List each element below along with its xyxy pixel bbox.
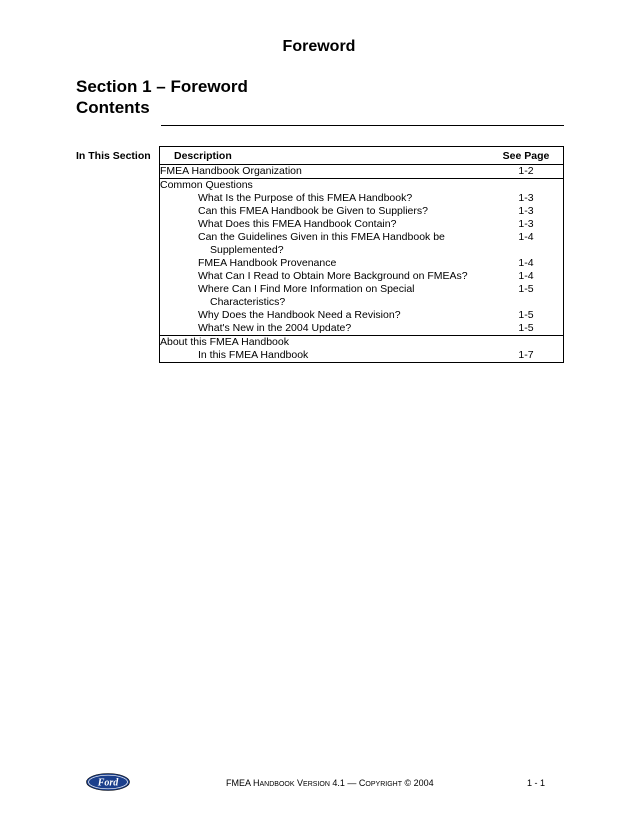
section-divider — [161, 125, 564, 126]
footer-text-part: OPYRIGHT — [365, 781, 402, 788]
page-header: Foreword — [282, 38, 356, 55]
toc-page — [489, 336, 564, 350]
footer-text-part: FMEA H — [226, 778, 260, 788]
toc-entry[interactable]: In this FMEA Handbook — [198, 349, 309, 361]
toc-entry-line1: Where Can I Find More Information on Special — [198, 283, 415, 295]
description-column-header: Description — [160, 147, 490, 165]
toc-page: 1-2 — [489, 165, 564, 179]
toc-entry[interactable]: What Can I Read to Obtain More Background on FMEAs? — [198, 270, 468, 282]
toc-page: 1-3 — [518, 205, 534, 217]
toc-entry[interactable]: FMEA Handbook Provenance — [198, 257, 337, 269]
footer-text-part: 4.1 — C — [329, 778, 366, 788]
toc-page: 1-5 — [518, 309, 534, 321]
table-row — [160, 165, 564, 179]
toc-page: 1-5 — [489, 322, 564, 336]
table-row — [160, 205, 564, 218]
footer-page-number: 1 - 1 — [527, 778, 546, 788]
toc-entry-line1: Can the Guidelines Given in this FMEA Handbook be — [198, 231, 445, 243]
see-page-column-header: See Page — [489, 147, 564, 165]
footer-text-part: ANDBOOK — [259, 781, 295, 788]
toc-entry[interactable] — [160, 231, 490, 257]
section-title-line1: Section 1 – Foreword — [76, 77, 248, 96]
toc-group-heading[interactable]: About this FMEA Handbook — [160, 336, 289, 348]
toc-page: 1-4 — [518, 231, 534, 243]
table-row — [160, 270, 564, 283]
toc-group-heading[interactable]: Common Questions — [160, 179, 253, 191]
toc-page: 1-4 — [518, 270, 534, 282]
table-row — [160, 336, 564, 350]
footer-text-part: V — [294, 778, 304, 788]
table-row — [160, 349, 564, 363]
toc-entry[interactable]: Why Does the Handbook Need a Revision? — [198, 309, 401, 321]
table-row — [160, 322, 564, 336]
toc-entry[interactable]: What's New in the 2004 Update? — [160, 322, 490, 336]
page-footer — [0, 772, 638, 792]
toc-entry-line2: Characteristics? — [210, 296, 286, 308]
section-title — [76, 76, 248, 118]
table-row — [160, 231, 564, 257]
toc-page: 1-4 — [518, 257, 534, 269]
ford-logo-text: Ford — [97, 777, 119, 789]
table-row — [160, 309, 564, 322]
section-title-line2: Contents — [76, 98, 150, 117]
table-header-row — [160, 147, 564, 165]
footer-text-part: ERSION — [303, 781, 330, 788]
toc-entry-line2: Supplemented? — [210, 244, 284, 256]
toc-page: 1-3 — [518, 218, 534, 230]
footer-copyright — [226, 778, 434, 788]
toc-page: 1-7 — [518, 349, 534, 361]
table-row — [160, 218, 564, 231]
toc-entry[interactable]: What Does this FMEA Handbook Contain? — [198, 218, 397, 230]
ford-logo-icon — [86, 773, 130, 791]
footer-text-part: © 2004 — [401, 778, 434, 788]
side-label: In This Section — [76, 150, 151, 162]
toc-page: 1-5 — [518, 283, 534, 295]
table-row — [160, 283, 564, 309]
toc-page: 1-3 — [518, 192, 534, 204]
table-row — [160, 192, 564, 205]
contents-table — [159, 146, 564, 363]
toc-page — [489, 179, 564, 193]
table-row — [160, 179, 564, 193]
table-row — [160, 257, 564, 270]
toc-entry[interactable]: What Is the Purpose of this FMEA Handbook? — [198, 192, 413, 204]
toc-entry[interactable]: FMEA Handbook Organization — [160, 165, 490, 179]
toc-entry[interactable] — [160, 283, 490, 309]
toc-entry[interactable]: Can this FMEA Handbook be Given to Suppliers? — [198, 205, 428, 217]
